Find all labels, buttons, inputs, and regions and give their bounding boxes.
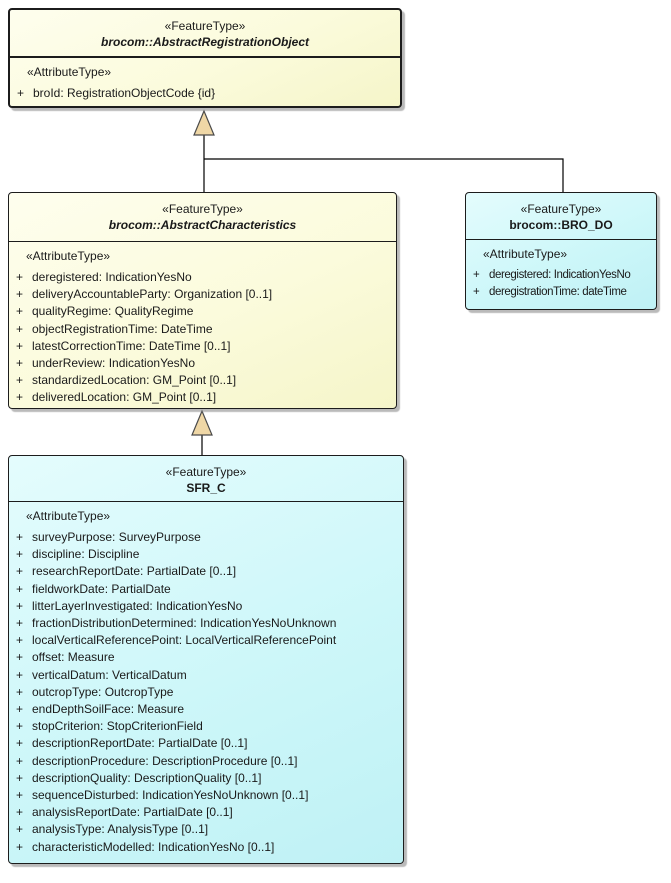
class-box-bro-do[interactable] [465, 192, 657, 310]
attribute-text: deregistrationTime: dateTime [489, 286, 627, 299]
visibility-public-marker: + [16, 702, 24, 717]
visibility-public-marker: + [16, 564, 24, 579]
class-header [466, 193, 656, 240]
attribute-row [9, 269, 396, 286]
class-stereotype: «FeatureType» [165, 465, 247, 479]
attribute-row [9, 303, 396, 320]
attribute-stereotype: «AttributeType» [26, 509, 111, 523]
class-stereotype: «FeatureType» [162, 202, 243, 216]
generalization-arrowhead-top [194, 111, 214, 135]
visibility-public-marker: + [16, 373, 24, 388]
attribute-text: analysisReportDate: PartialDate [0..1] [32, 805, 233, 820]
visibility-public-marker: + [16, 338, 24, 353]
attribute-text: localVerticalReferencePoint: LocalVerticalReferencePoint [32, 633, 337, 648]
attribute-text: objectRegistrationTime: DateTime [32, 321, 213, 336]
attribute-row [9, 581, 403, 598]
attribute-row [9, 804, 403, 821]
class-name: brocom::AbstractCharacteristics [108, 218, 297, 232]
attribute-row [9, 529, 403, 546]
visibility-public-marker: + [16, 684, 24, 699]
attribute-row [9, 753, 403, 770]
attribute-row [466, 267, 656, 284]
attribute-text: outcropType: OutcropType [32, 684, 174, 699]
attribute-list [9, 529, 403, 856]
class-header [9, 193, 396, 242]
class-stereotype: «FeatureType» [520, 202, 602, 216]
attribute-stereotype: «AttributeType» [26, 249, 111, 263]
attribute-row [9, 839, 403, 856]
attribute-row [9, 718, 403, 735]
attribute-text: descriptionReportDate: PartialDate [0..1] [32, 736, 248, 751]
attribute-text: deregistered: IndicationYesNo [489, 269, 631, 281]
attribute-text: litterLayerInvestigated: IndicationYesNo [32, 598, 243, 613]
visibility-public-marker: + [16, 736, 24, 751]
class-box-abstract-registration-object[interactable] [8, 8, 402, 108]
visibility-public-marker: + [17, 86, 25, 100]
visibility-public-marker: + [16, 805, 24, 820]
visibility-public-marker: + [16, 788, 24, 803]
attribute-row [9, 684, 403, 701]
attribute-row [9, 546, 403, 563]
attribute-row [9, 286, 396, 303]
visibility-public-marker: + [16, 667, 24, 682]
attribute-row [9, 667, 403, 684]
attribute-text: characteristicModelled: IndicationYesNo [0..1] [32, 839, 275, 854]
attribute-text: fieldworkDate: PartialDate [32, 581, 171, 596]
class-attribute-compartment [466, 240, 656, 301]
class-attribute-compartment [10, 58, 400, 102]
generalization-arrowhead-bottom [192, 411, 212, 435]
attribute-text: descriptionQuality: DescriptionQuality [0..1] [32, 770, 262, 785]
visibility-public-marker: + [473, 269, 480, 281]
visibility-public-marker: + [16, 547, 24, 562]
attribute-row [9, 563, 403, 580]
visibility-public-marker: + [16, 304, 24, 319]
attribute-row [9, 632, 403, 649]
visibility-public-marker: + [16, 719, 24, 734]
attribute-text: surveyPurpose: SurveyPurpose [32, 530, 201, 544]
attribute-text: researchReportDate: PartialDate [0..1] [32, 564, 237, 579]
visibility-public-marker: + [16, 753, 24, 768]
attribute-row [9, 372, 396, 389]
visibility-public-marker: + [16, 390, 24, 405]
attribute-text: verticalDatum: VerticalDatum [32, 667, 187, 682]
attribute-row [9, 701, 403, 718]
attribute-row [9, 338, 396, 355]
visibility-public-marker: + [16, 616, 24, 631]
attribute-text: analysisType: AnalysisType [0..1] [32, 822, 209, 837]
visibility-public-marker: + [16, 822, 24, 837]
visibility-public-marker: + [16, 770, 24, 785]
visibility-public-marker: + [16, 650, 24, 665]
attribute-row [9, 598, 403, 615]
attribute-row [9, 389, 396, 406]
class-stereotype: «FeatureType» [164, 19, 246, 33]
attribute-row [9, 355, 396, 372]
class-header [10, 10, 400, 58]
visibility-public-marker: + [16, 839, 24, 854]
class-attribute-compartment [9, 242, 396, 407]
attribute-row [9, 787, 403, 804]
class-name: brocom::AbstractRegistrationObject [100, 35, 310, 49]
edge-brodo-to-registrationobject [204, 159, 563, 192]
attribute-text: deregistered: IndicationYesNo [32, 270, 192, 284]
class-name: SFR_C [186, 481, 226, 495]
attribute-row [9, 321, 396, 338]
visibility-public-marker: + [16, 287, 24, 302]
attribute-text: deliveredLocation: GM_Point [0..1] [32, 390, 217, 405]
visibility-public-marker: + [473, 286, 480, 299]
attribute-row [9, 770, 403, 787]
class-box-abstract-characteristics[interactable] [8, 192, 397, 409]
attribute-text: standardizedLocation: GM_Point [0..1] [32, 373, 237, 388]
class-header [9, 456, 403, 502]
attribute-row [10, 85, 400, 102]
attribute-list [9, 269, 396, 407]
visibility-public-marker: + [16, 633, 24, 648]
attribute-stereotype: «AttributeType» [483, 247, 568, 261]
attribute-row [466, 284, 656, 301]
attribute-row [9, 615, 403, 632]
attribute-row [9, 735, 403, 752]
attribute-text: sequenceDisturbed: IndicationYesNoUnknown [0..1] [32, 788, 309, 803]
attribute-text: broId: RegistrationObjectCode {id} [33, 86, 216, 100]
visibility-public-marker: + [16, 598, 24, 613]
attribute-list [10, 85, 400, 102]
class-attribute-compartment [9, 502, 403, 856]
attribute-text: endDepthSoilFace: Measure [32, 702, 185, 717]
attribute-text: offset: Measure [32, 650, 115, 665]
visibility-public-marker: + [16, 270, 24, 284]
visibility-public-marker: + [16, 530, 24, 544]
attribute-text: underReview: IndicationYesNo [32, 356, 195, 371]
class-box-sfr-c[interactable] [8, 455, 404, 864]
visibility-public-marker: + [16, 356, 24, 371]
attribute-list [466, 267, 656, 301]
attribute-text: descriptionProcedure: DescriptionProcedure [0..1] [32, 753, 298, 768]
attribute-text: deliveryAccountableParty: Organization [0..1] [32, 287, 273, 302]
attribute-row [9, 821, 403, 838]
attribute-text: fractionDistributionDetermined: IndicationYesNoUnknown [32, 616, 337, 631]
attribute-row [9, 649, 403, 666]
visibility-public-marker: + [16, 581, 24, 596]
attribute-text: latestCorrectionTime: DateTime [0..1] [32, 338, 231, 353]
attribute-text: stopCriterion: StopCriterionField [32, 719, 203, 734]
attribute-stereotype: «AttributeType» [27, 65, 112, 79]
visibility-public-marker: + [16, 321, 24, 336]
attribute-text: qualityRegime: QualityRegime [32, 304, 194, 319]
class-name: brocom::BRO_DO [509, 218, 613, 232]
attribute-text: discipline: Discipline [32, 547, 140, 562]
